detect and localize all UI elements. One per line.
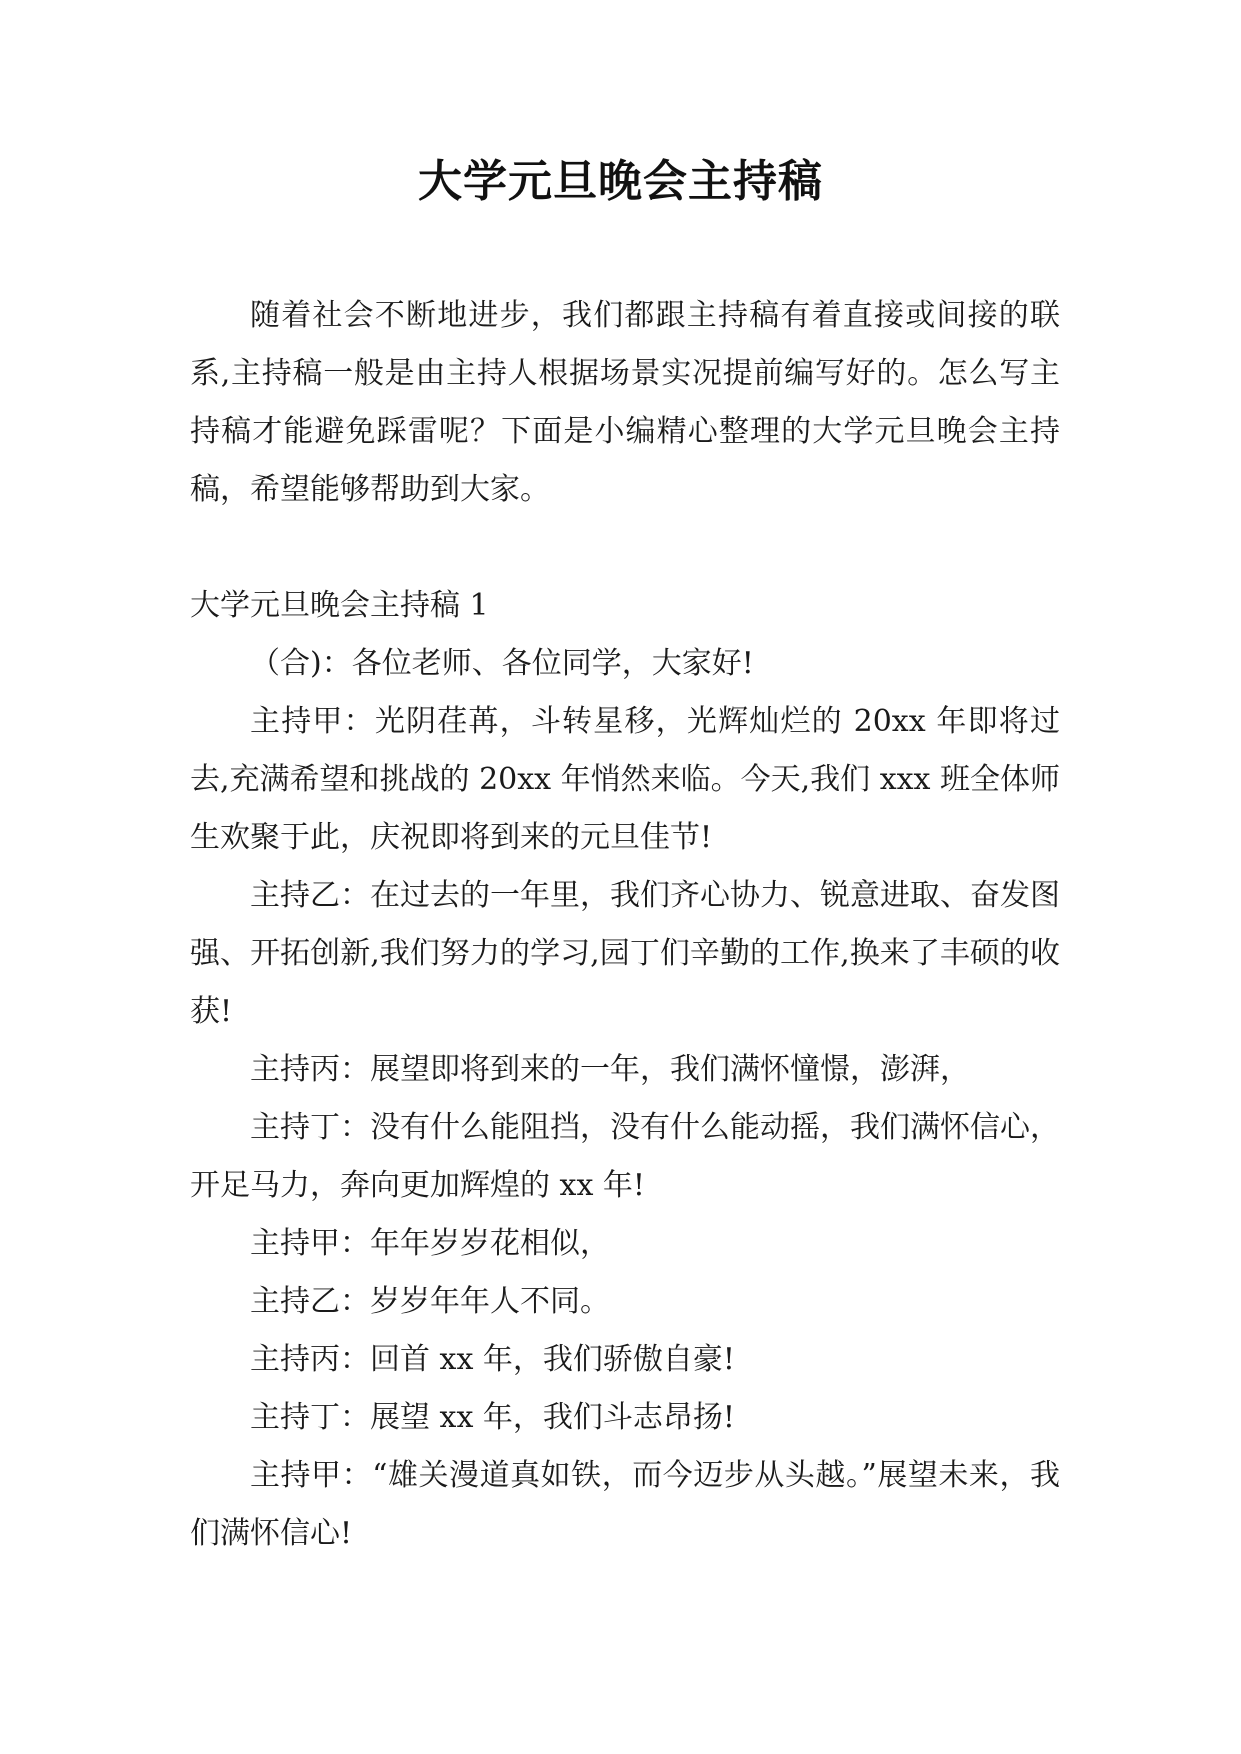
paragraph-spacer [190,519,1060,577]
script-line: 主持丙：展望即将到来的一年，我们满怀憧憬，澎湃， [250,1052,970,1087]
script-line: 主持丁：没有什么能阻挡，没有什么能动摇，我们满怀信心，开足马力，奔向更加辉煌的 xx 年! [190,1110,1060,1203]
script-line: 主持丁：展望 xx 年，我们斗志昂扬! [250,1400,735,1435]
script-line: 主持乙：在过去的一年里，我们齐心协力、锐意进取、奋发图强、开拓创新,我们努力的学习,园丁们辛勤的工作,换来了丰硕的收获! [190,878,1060,1029]
intro-paragraph: 随着社会不断地进步，我们都跟主持稿有着直接或间接的联系,主持稿一般是由主持人根据场景实况提前编写好的。怎么写主持稿才能避免踩雷呢？下面是小编精心整理的大学元旦晚会主持稿，希望能够帮助到大家。 [190,298,1060,507]
document-title: 大学元旦晚会主持稿 [418,156,823,207]
script-line: （合)：各位老师、各位同学，大家好! [250,646,754,681]
script-line: 主持甲：“雄关漫道真如铁，而今迈步从头越。”展望未来，我们满怀信心! [190,1458,1060,1551]
script-line: 主持甲：年年岁岁花相似， [250,1226,610,1261]
section-heading: 大学元旦晚会主持稿 1 [190,588,489,623]
document-body [190,287,1060,1563]
script-line: 主持甲：光阴荏苒，斗转星移，光辉灿烂的 20xx 年即将过去,充满希望和挑战的 20xx 年悄然来临。今天,我们 xxx 班全体师生欢聚于此，庆祝即将到来的元旦佳节! [190,704,1060,855]
script-line: 主持乙：岁岁年年人不同。 [250,1284,610,1319]
script-line: 主持丙：回首 xx 年，我们骄傲自豪! [250,1342,735,1377]
